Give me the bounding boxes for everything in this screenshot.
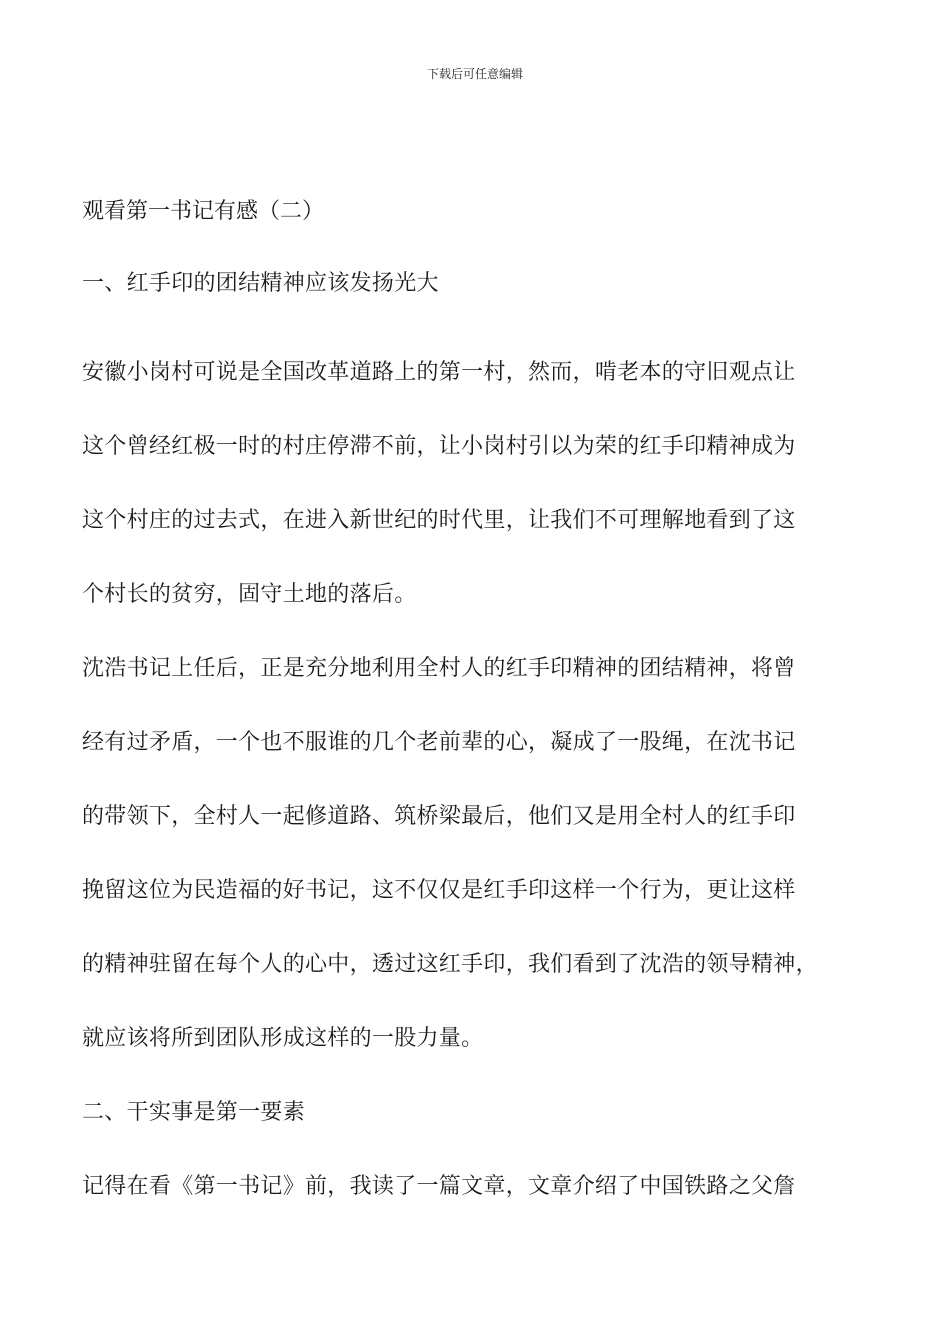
paragraph-line: 记得在看《第一书记》前，我读了一篇文章，文章介绍了中国铁路之父詹 (82, 1174, 796, 1199)
page-header: 下载后可任意编辑 (426, 67, 523, 81)
paragraph-line: 的精神驻留在每个人的心中，透过这红手印，我们看到了沈浩的领导精神， (82, 952, 818, 977)
document-body (82, 190, 882, 1224)
paragraph-line: 这个村庄的过去式，在进入新世纪的时代里，让我们不可理解地看到了这 (82, 508, 796, 533)
paragraph-line: 沈浩书记上任后，正是充分地利用全村人的红手印精神的团结精神，将曾 (82, 656, 796, 681)
section-heading-1: 一、红手印的团结精神应该发扬光大 (82, 271, 439, 296)
section-heading-2: 二、干实事是第一要素 (82, 1100, 306, 1125)
paragraph-line: 个村长的贫穷，固守土地的落后。 (82, 582, 417, 607)
paragraph-line: 经有过矛盾，一个也不服谁的几个老前辈的心，凝成了一股绳，在沈书记 (82, 730, 796, 755)
paragraph-line: 就应该将所到团队形成这样的一股力量。 (82, 1026, 484, 1051)
paragraph-line: 挽留这位为民造福的好书记，这不仅仅是红手印这样一个行为，更让这样 (82, 878, 796, 903)
paragraph-line: 的带领下，全村人一起修道路、筑桥梁最后，他们又是用全村人的红手印 (82, 804, 796, 829)
paragraph-line: 安徽小岗村可说是全国改革道路上的第一村，然而，啃老本的守旧观点让 (82, 360, 796, 385)
paragraph-line: 这个曾经红极一时的村庄停滞不前，让小岗村引以为荣的红手印精神成为 (82, 434, 796, 459)
document-title: 观看第一书记有感（二） (82, 199, 325, 224)
